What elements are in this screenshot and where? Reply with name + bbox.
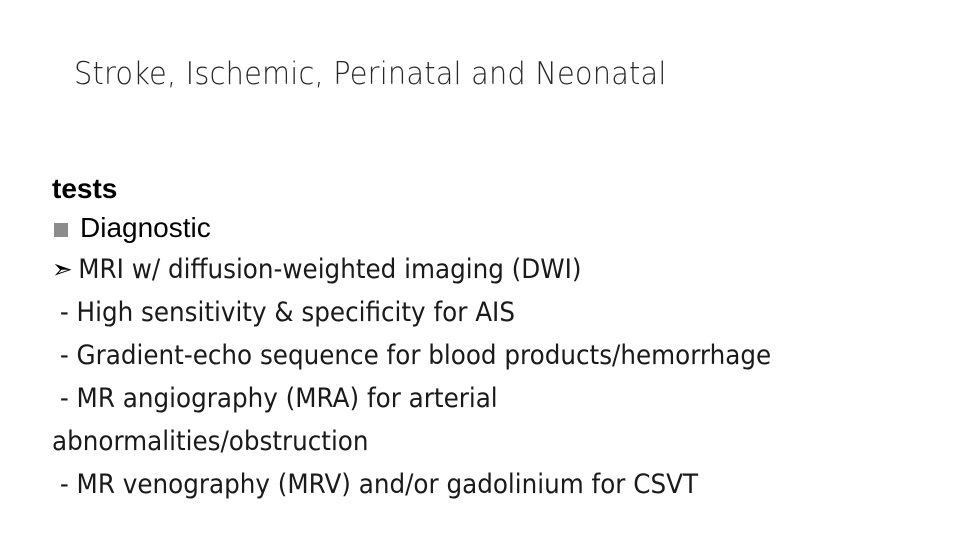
subheading-row	[52, 208, 932, 248]
list-item-mra-continued: abnormalities/obstruction	[52, 426, 369, 457]
subheading-label: Diagnostic	[80, 212, 211, 243]
list-item-sensitivity: - High sensitivity & specificity for AIS	[52, 297, 515, 328]
list-item-mri-dwi	[52, 248, 870, 291]
slide-body	[52, 170, 932, 506]
slide-title: Stroke, Ischemic, Perinatal and Neonatal	[74, 56, 667, 92]
section-heading: tests	[52, 173, 118, 204]
square-bullet-icon	[54, 223, 68, 237]
list-item-mra: - MR angiography (MRA) for arterial	[52, 383, 498, 414]
list-item-gradient-echo: - Gradient-echo sequence for blood products/hemorrhage	[52, 340, 772, 371]
arrowhead-bullet-icon: ➣	[52, 254, 73, 285]
list-item-text: MRI w/ diffusion-weighted imaging (DWI)	[78, 254, 582, 285]
list-item-mrv: - MR venography (MRV) and/or gadolinium for CSVT	[52, 469, 699, 500]
